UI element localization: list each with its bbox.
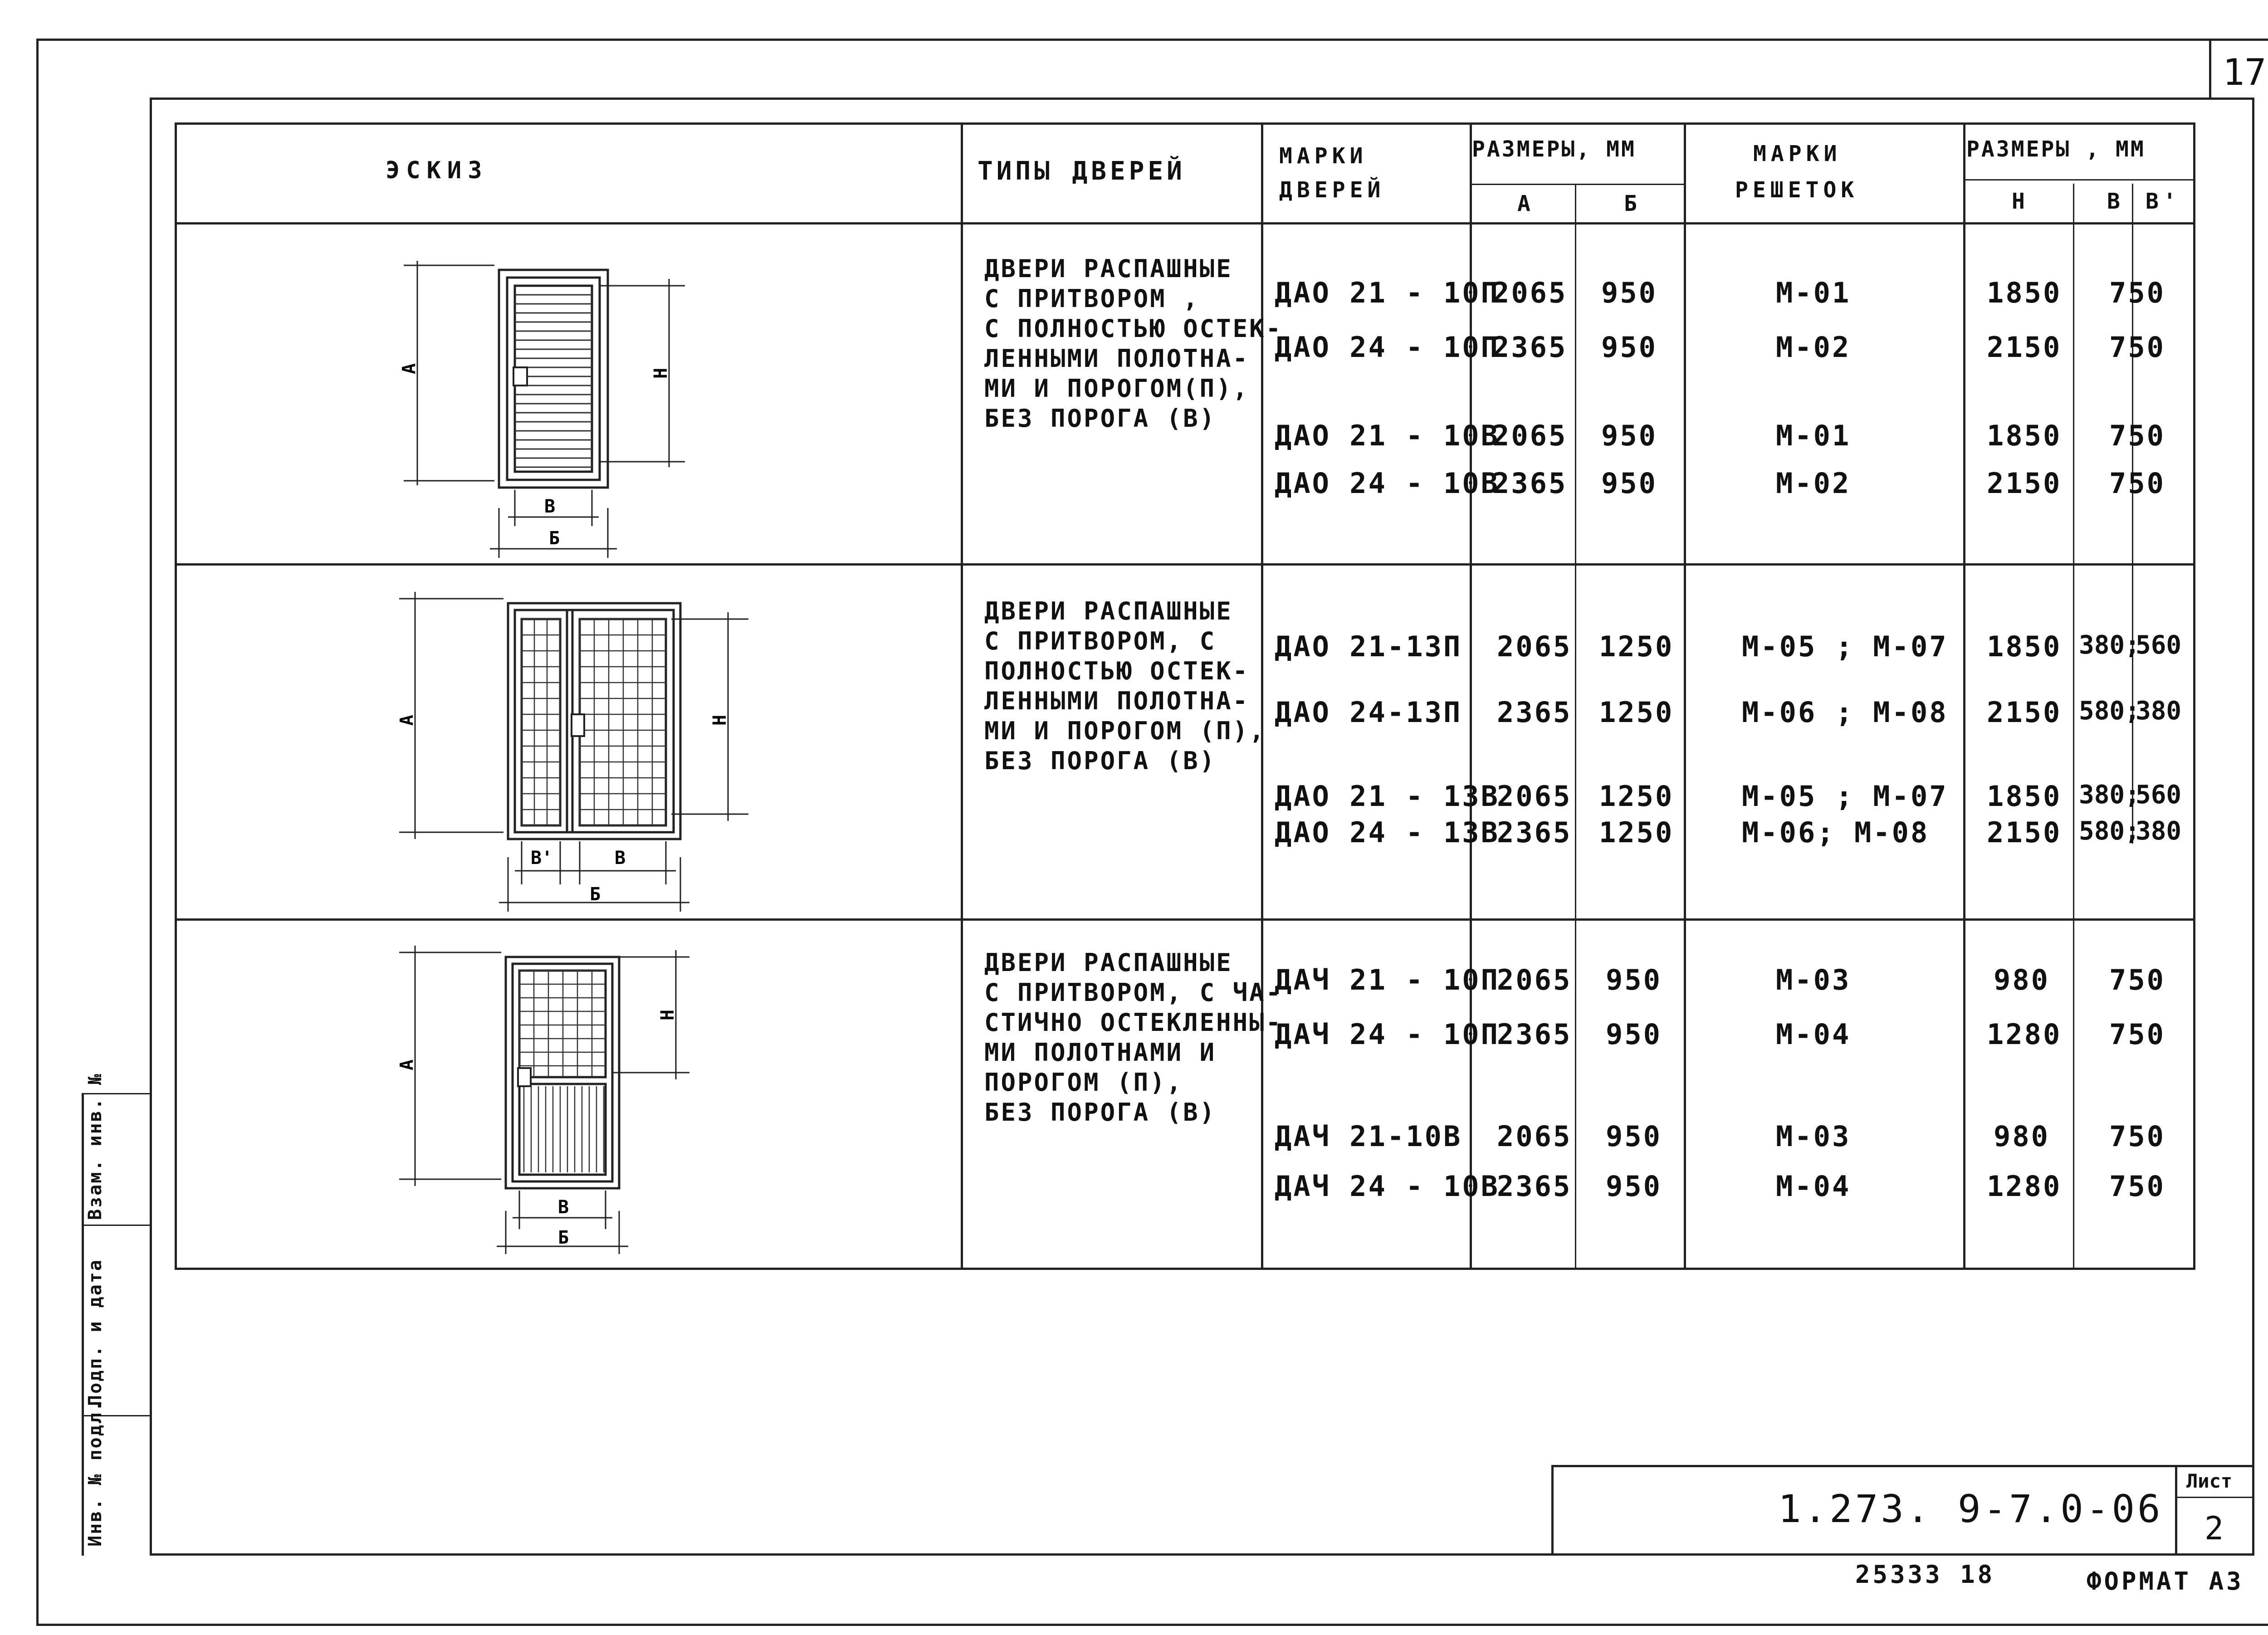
- dim-a: 2065: [1497, 1120, 1572, 1153]
- header-door-marks-l2: ДВЕРЕЙ: [1279, 177, 1385, 203]
- dim-b: 950: [1601, 331, 1657, 364]
- dim-b: 950: [1606, 1018, 1662, 1051]
- dim-v: 580;: [2079, 816, 2140, 846]
- dim-v: 750: [2109, 1018, 2165, 1051]
- grille-mark: М-05 ; М-07: [1742, 780, 1948, 813]
- drawing-designation: 1.273. 9-7.0-06: [1778, 1487, 2163, 1531]
- dim-b: 1250: [1599, 816, 1674, 849]
- page-number: 17: [2223, 51, 2267, 93]
- door-sketch-1: [386, 254, 712, 562]
- door-mark: ДАО 21 - 10В: [1275, 419, 1500, 452]
- grille-mark: М-02: [1776, 331, 1851, 364]
- sketch-2-label-b: Б: [590, 884, 601, 905]
- door-mark: ДАО 24 - 10В: [1275, 467, 1500, 500]
- header-dims1: РАЗМЕРЫ, ММ: [1472, 137, 1636, 162]
- door-mark: ДАО 21 - 10П: [1275, 276, 1500, 309]
- grille-mark: М-05 ; М-07: [1742, 630, 1948, 663]
- door-sketch-3: [386, 939, 712, 1256]
- dim-a: 2065: [1497, 963, 1572, 996]
- dim-h: 1850: [1987, 630, 2062, 663]
- dim-a: 2065: [1492, 276, 1568, 309]
- dim-h: 1850: [1987, 419, 2062, 452]
- section-1-type: ДВЕРИ РАСПАШНЫЕ С ПРИТВОРОМ , С ПОЛНОСТЬЮ ОСТЕК- ЛЕННЫМИ ПОЛОТНА- МИ И ПОРОГОМ(П), БЕЗ ПОРОГА (В): [984, 254, 1283, 433]
- dim-h: 1850: [1987, 780, 2062, 813]
- sketch-3-label-h: Н: [657, 1009, 678, 1020]
- dim-b: 950: [1601, 419, 1657, 452]
- door-mark: ДАЧ 21 - 10П: [1275, 963, 1500, 996]
- door-mark: ДАО 24 - 10П: [1275, 331, 1500, 364]
- sketch-3-label-a: А: [396, 1059, 417, 1070]
- dim-v1: 380: [2136, 816, 2182, 846]
- sketch-2-label-a: А: [396, 714, 417, 726]
- door-mark: ДАО 24 - 13В: [1275, 816, 1500, 849]
- sketch-2-label-v1: В': [531, 848, 553, 869]
- dim-v: 750: [2109, 1120, 2165, 1153]
- dim-b: 950: [1601, 467, 1657, 500]
- header-door-types: ТИПЫ ДВЕРЕЙ: [978, 156, 1186, 186]
- dim-v: 380;: [2079, 630, 2140, 660]
- dim-b: 1250: [1599, 630, 1674, 663]
- grille-mark: М-01: [1776, 419, 1851, 452]
- grille-mark: М-06; М-08: [1742, 816, 1930, 849]
- page-number-divider: [2209, 39, 2211, 100]
- dim-a: 2065: [1497, 630, 1572, 663]
- dim-b: 950: [1606, 963, 1662, 996]
- dim-a: 2365: [1497, 696, 1572, 729]
- grille-mark: М-04: [1776, 1170, 1851, 1203]
- door-sketch-2: [386, 585, 748, 921]
- dim-h: 1280: [1987, 1170, 2062, 1203]
- dim-a: 2065: [1497, 780, 1572, 813]
- grille-mark: М-06 ; М-08: [1742, 696, 1948, 729]
- sketch-1-label-v: В: [544, 496, 556, 517]
- dim-a: 2365: [1497, 1170, 1572, 1203]
- dim-h: 2150: [1987, 331, 2062, 364]
- dim-v1: 560: [2136, 630, 2182, 660]
- dim-a: 2365: [1492, 467, 1568, 500]
- door-mark: ДАЧ 24 - 10В: [1275, 1170, 1500, 1203]
- header-col-b: Б: [1624, 191, 1642, 216]
- door-mark: ДАО 21-13П: [1275, 630, 1462, 663]
- header-sketch: ЭСКИЗ: [386, 157, 489, 184]
- dim-b: 950: [1601, 276, 1657, 309]
- grille-mark: М-02: [1776, 467, 1851, 500]
- sketch-1-label-a: А: [399, 363, 420, 374]
- door-mark: ДАО 24-13П: [1275, 696, 1462, 729]
- dim-v: 750: [2109, 963, 2165, 996]
- format-label: ФОРМАТ А3: [2087, 1567, 2244, 1596]
- dim-a: 2365: [1497, 1018, 1572, 1051]
- dim-v: 750: [2109, 1170, 2165, 1203]
- dim-v: 580;: [2079, 696, 2140, 726]
- dim-v: 750: [2109, 276, 2165, 309]
- grille-mark: М-03: [1776, 963, 1851, 996]
- dim-a: 2065: [1492, 419, 1568, 452]
- dim-a: 2365: [1492, 331, 1568, 364]
- dim-v: 750: [2109, 467, 2165, 500]
- sketch-1-label-b: Б: [549, 528, 560, 549]
- sheet-label: Лист: [2186, 1470, 2233, 1492]
- door-mark: ДАЧ 21-10В: [1275, 1120, 1462, 1153]
- dim-v: 750: [2109, 331, 2165, 364]
- header-grille-marks-l2: РЕШЕТОК: [1735, 177, 1859, 203]
- header-col-v: В: [2107, 189, 2125, 214]
- grille-mark: М-03: [1776, 1120, 1851, 1153]
- dim-h: 1280: [1987, 1018, 2062, 1051]
- sketch-3-label-v: В: [558, 1197, 569, 1218]
- dim-h: 980: [1994, 1120, 2050, 1153]
- stamp-vzam-inv: Взам. инв. №: [85, 1073, 106, 1220]
- stamp-podp-data: Подп. и дата: [85, 1259, 106, 1406]
- header-col-a: А: [1517, 191, 1535, 216]
- order-number: 25333 18: [1855, 1560, 1995, 1589]
- dim-h: 1850: [1987, 276, 2062, 309]
- dim-v1: 560: [2136, 780, 2182, 810]
- sketch-1-label-h: Н: [650, 367, 671, 379]
- header-col-h: Н: [2012, 189, 2029, 214]
- dim-b: 950: [1606, 1170, 1662, 1203]
- dim-b: 1250: [1599, 780, 1674, 813]
- header-dims2: РАЗМЕРЫ , ММ: [1966, 137, 2146, 162]
- dim-h: 2150: [1987, 696, 2062, 729]
- grille-mark: М-04: [1776, 1018, 1851, 1051]
- header-col-v1: В': [2146, 189, 2181, 214]
- dim-h: 2150: [1987, 816, 2062, 849]
- dim-b: 1250: [1599, 696, 1674, 729]
- dim-a: 2365: [1497, 816, 1572, 849]
- dim-v: 750: [2109, 419, 2165, 452]
- dim-v: 380;: [2079, 780, 2140, 810]
- door-mark: ДАО 21 - 13В: [1275, 780, 1500, 813]
- dim-v1: 380: [2136, 696, 2182, 726]
- sheet-number: 2: [2204, 1510, 2224, 1547]
- sketch-2-label-v: В: [615, 848, 626, 869]
- dim-h: 2150: [1987, 467, 2062, 500]
- door-mark: ДАЧ 24 - 10П: [1275, 1018, 1500, 1051]
- section-3-type: ДВЕРИ РАСПАШНЫЕ С ПРИТВОРОМ, С ЧА- СТИЧНО ОСТЕКЛЕННЫ- МИ ПОЛОТНАМИ И ПОРОГОМ (П), БЕЗ ПОРОГА (В): [984, 948, 1283, 1127]
- stamp-inv-podl: Инв. № подл.: [85, 1399, 106, 1547]
- sketch-2-label-h: Н: [709, 714, 730, 726]
- section-2-type: ДВЕРИ РАСПАШНЫЕ С ПРИТВОРОМ, С ПОЛНОСТЬЮ ОСТЕК- ЛЕННЫМИ ПОЛОТНА- МИ И ПОРОГОМ (П), БЕЗ ПОРОГА (В): [984, 597, 1266, 775]
- dim-h: 980: [1994, 963, 2050, 996]
- dim-b: 950: [1606, 1120, 1662, 1153]
- sketch-3-label-b: Б: [558, 1227, 569, 1248]
- header-grille-marks-l1: МАРКИ: [1753, 141, 1842, 166]
- header-door-marks-l1: МАРКИ: [1279, 143, 1368, 169]
- grille-mark: М-01: [1776, 276, 1851, 309]
